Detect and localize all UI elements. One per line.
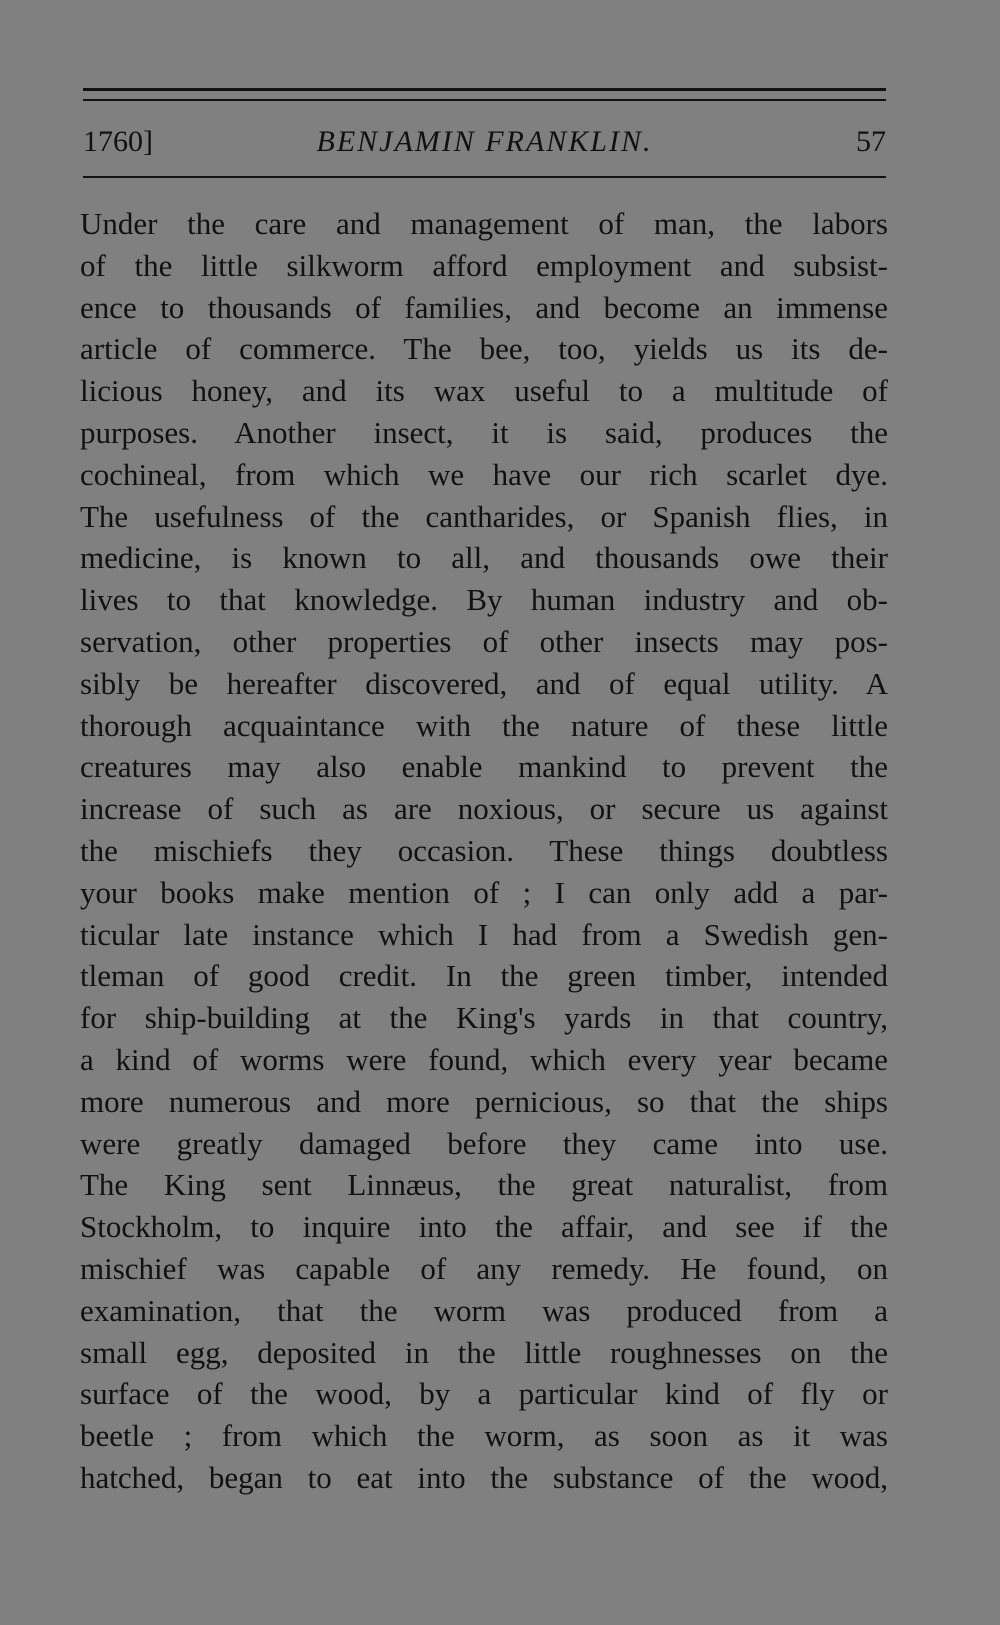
top-double-rule-lower <box>83 99 886 101</box>
text-line: The King sent Linnæus, the great naturalist, from <box>80 1167 888 1203</box>
text-line: The usefulness of the cantharides, or Spanish flies, in <box>80 498 888 534</box>
text-line: lives to that knowledge. By human industry and ob- <box>80 582 888 618</box>
text-line: licious honey, and its wax useful to a multitude of <box>80 373 888 409</box>
text-line: a kind of worms were found, which every year became <box>80 1041 888 1077</box>
text-line: the mischiefs they occasion. These things doubtless <box>80 832 888 868</box>
header-title: BENJAMIN FRANKLIN. <box>316 125 653 158</box>
text-line: hatched, began to eat into the substance of the wood, <box>80 1459 888 1495</box>
text-line: sibly be hereafter discovered, and of equal utility. A <box>80 665 888 701</box>
text-line: examination, that the worm was produced from a <box>80 1292 888 1328</box>
text-line: small egg, deposited in the little roughnesses on the <box>80 1334 888 1370</box>
text-line: mischief was capable of any remedy. He found, on <box>80 1250 888 1286</box>
page-number: 57 <box>856 125 886 158</box>
top-double-rule-upper <box>83 88 886 91</box>
text-line: your books make mention of ; I can only add a par- <box>80 874 888 910</box>
text-line: Under the care and management of man, the labors <box>80 206 888 241</box>
text-line: more numerous and more pernicious, so that the ships <box>80 1083 888 1119</box>
text-line: purposes. Another insect, it is said, produces the <box>80 414 888 450</box>
text-line: Stockholm, to inquire into the affair, and see if the <box>80 1209 888 1245</box>
text-line: medicine, is known to all, and thousands owe their <box>80 540 888 576</box>
body-text <box>80 203 888 1499</box>
text-line: increase of such as are noxious, or secure us against <box>80 791 888 827</box>
text-line: creatures may also enable mankind to prevent the <box>80 749 888 785</box>
text-line: servation, other properties of other insects may pos- <box>80 623 888 659</box>
text-line: beetle ; from which the worm, as soon as it was <box>80 1418 888 1454</box>
text-line: surface of the wood, by a particular kind of fly or <box>80 1376 888 1412</box>
text-line: article of commerce. The bee, too, yields us its de- <box>80 331 888 367</box>
text-line: ence to thousands of families, and become an immense <box>80 289 888 325</box>
text-line: of the little silkworm afford employment and subsist- <box>80 247 888 283</box>
text-line: cochineal, from which we have our rich scarlet dye. <box>80 456 888 492</box>
text-line: tleman of good credit. In the green timber, intended <box>80 958 888 994</box>
text-line: thorough acquaintance with the nature of these little <box>80 707 888 743</box>
text-line: were greatly damaged before they came into use. <box>80 1125 888 1161</box>
header-rule <box>83 176 886 178</box>
header-year: 1760] <box>83 125 153 158</box>
text-line: ticular late instance which I had from a Swedish gen- <box>80 916 888 952</box>
text-line: for ship-building at the King's yards in that country, <box>80 1000 888 1036</box>
running-header <box>83 120 886 164</box>
